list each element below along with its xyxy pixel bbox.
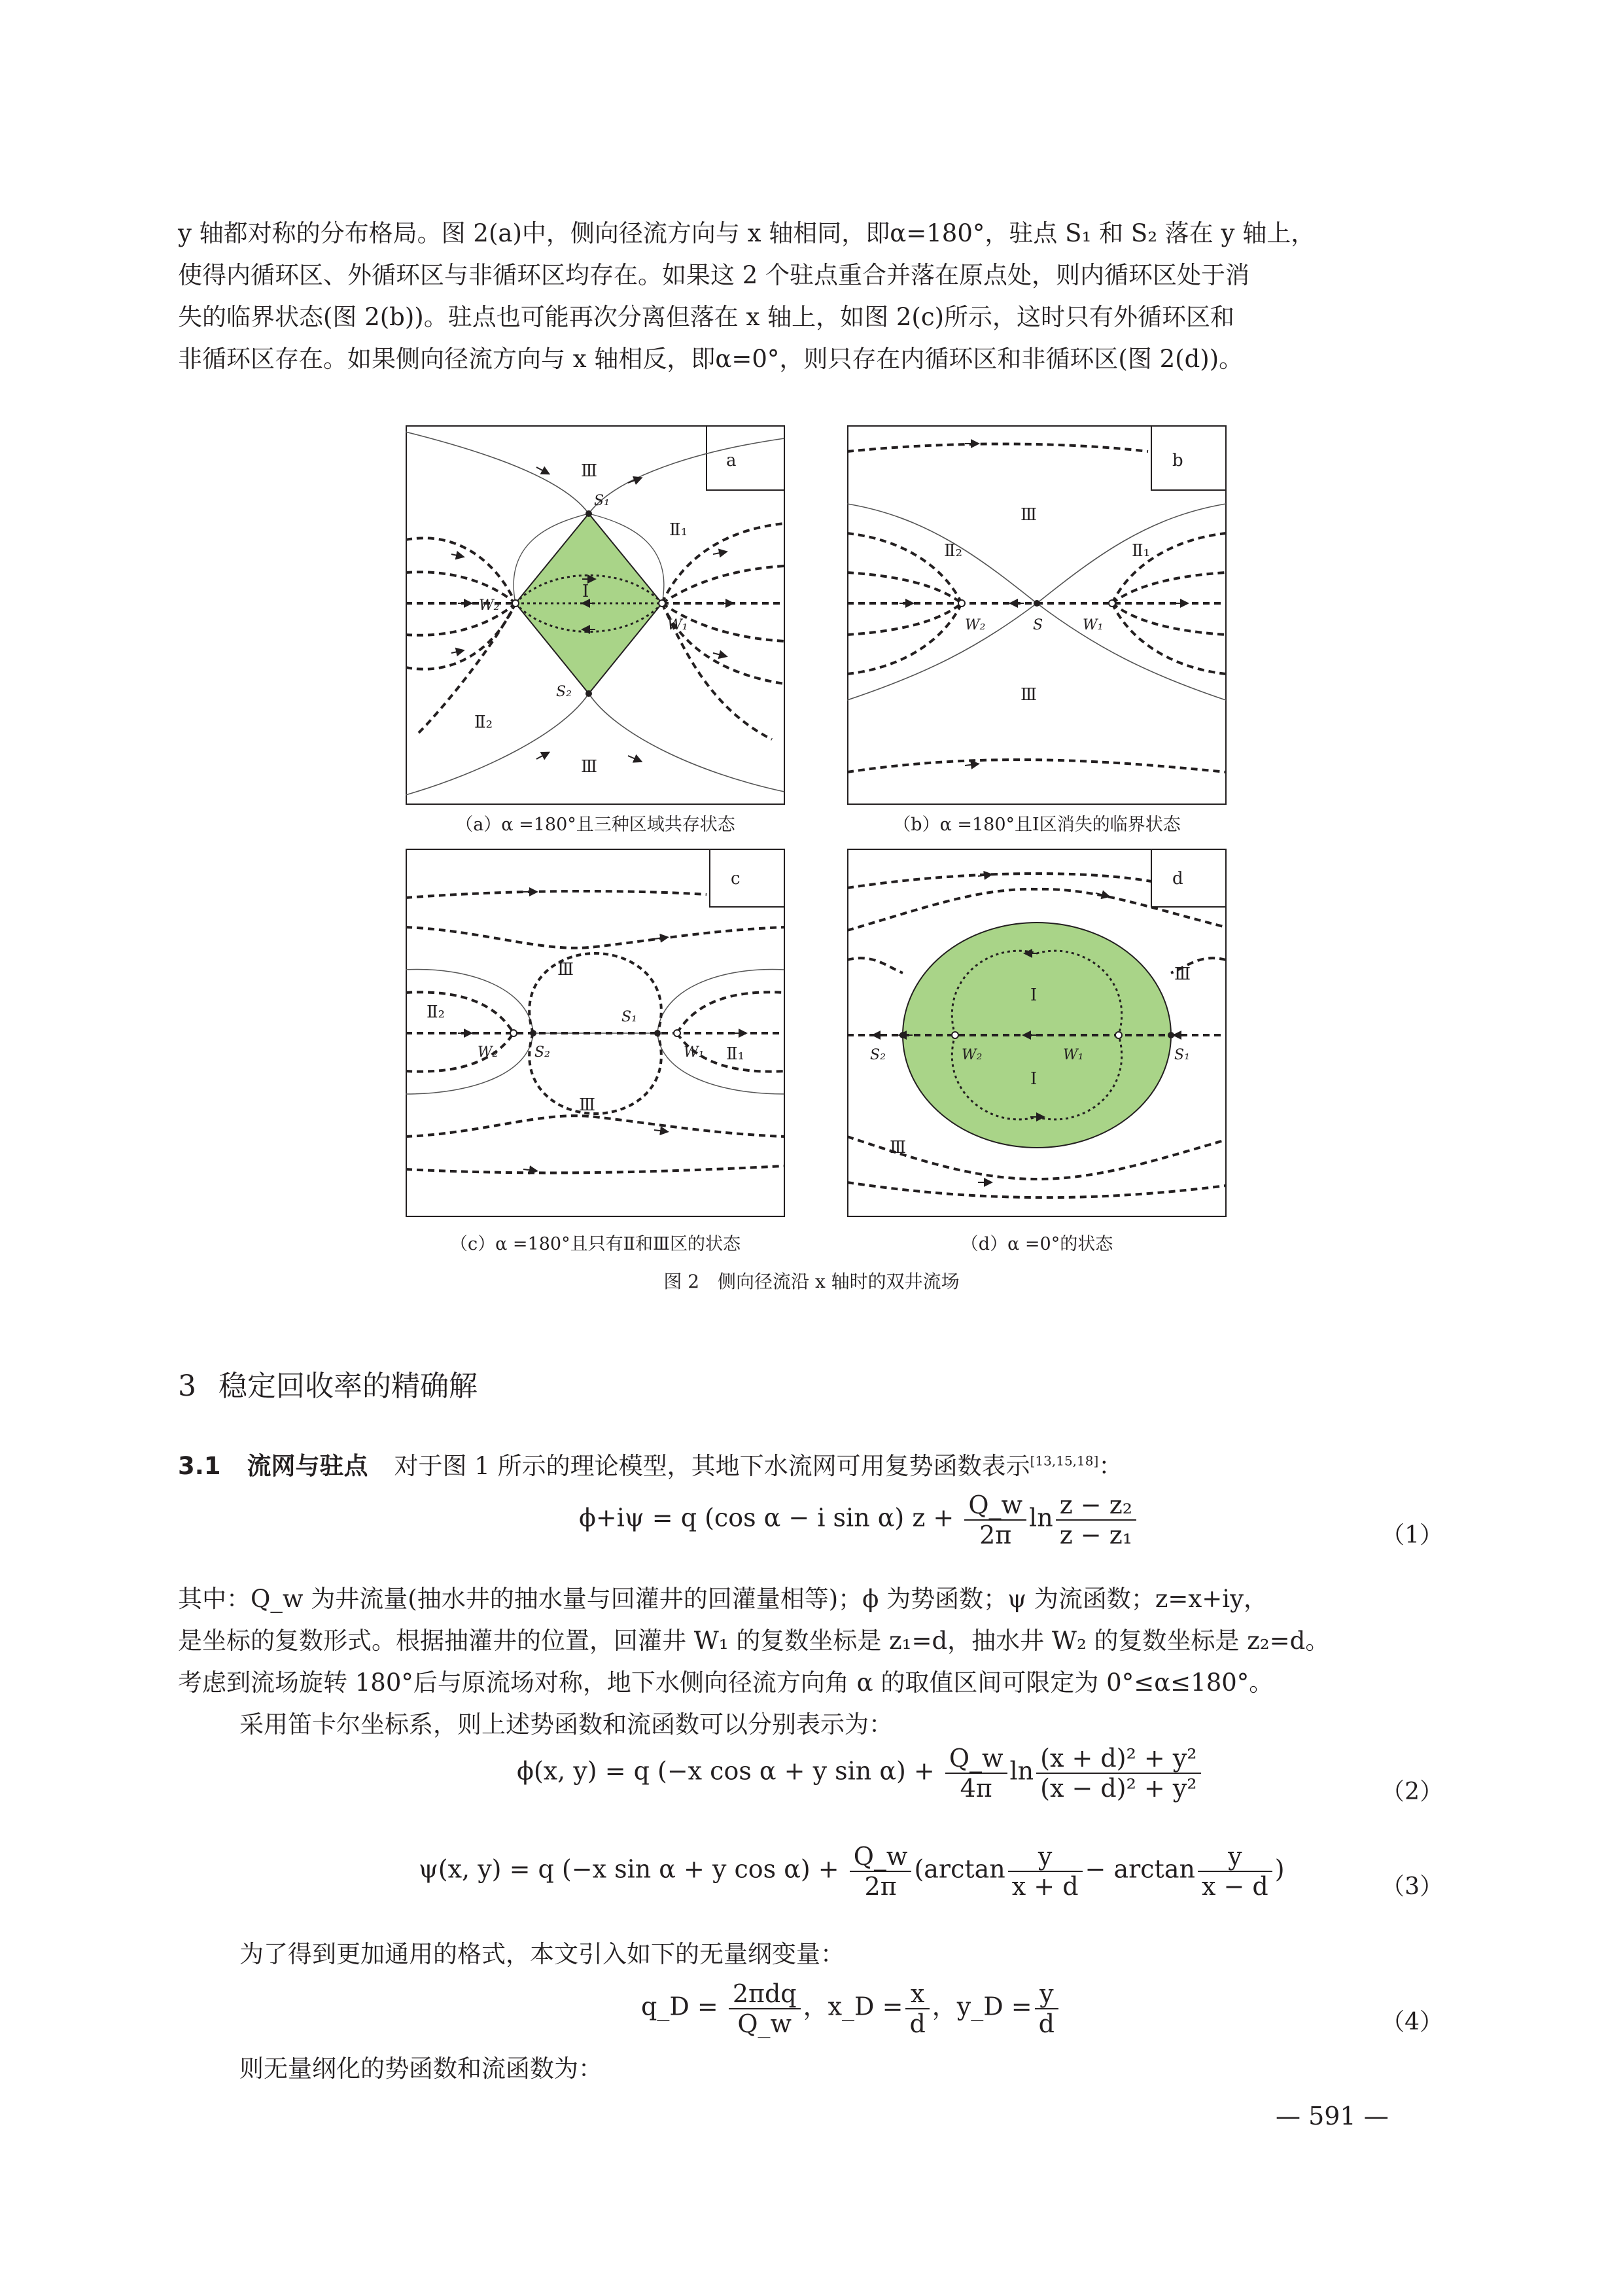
zone-label: Ⅲ: [890, 1138, 907, 1157]
fraction: [729, 1979, 801, 2038]
denominator: d: [909, 2009, 926, 2038]
denominator: 2π: [864, 1872, 897, 1901]
subsection-number: 3.1: [178, 1452, 221, 1480]
denominator: 4π: [960, 1774, 992, 1803]
subsection-title: 流网与驻点: [247, 1452, 368, 1480]
panel-tag: d: [1172, 869, 1183, 889]
denominator: 2π: [979, 1521, 1012, 1549]
fraction: [964, 1491, 1026, 1549]
denominator: x + d: [1011, 1872, 1079, 1901]
eq-lhs: ψ(x, y) = q (−x sin α + y cos α) +: [419, 1854, 839, 1884]
flow-field-a: [406, 425, 785, 805]
fraction: [905, 1979, 929, 2038]
text-line: 采用笛卡尔坐标系，则上述势函数和流函数可以分别表示为：: [239, 1710, 893, 1739]
paragraph-4: 为了得到更加通用的格式，本文引入如下的无量纲变量：: [239, 1940, 845, 1968]
zone-label: Ⅲ: [1021, 685, 1038, 705]
eq-text: ，x_D =: [803, 1992, 903, 2021]
panel-caption-c: （c）α =180°且只有Ⅱ和Ⅲ区的状态: [450, 1234, 741, 1254]
zone-label: Ⅲ: [557, 960, 574, 980]
equation-2: [517, 1744, 1204, 1803]
fraction: [1198, 1842, 1272, 1901]
numerator: y: [1035, 1979, 1058, 2009]
point-label: S₁: [621, 1009, 637, 1025]
subsection-paragraph: [178, 1446, 1123, 1481]
zone-label: Ⅱ₂: [474, 713, 493, 732]
numerator: x: [905, 1979, 929, 2009]
figure-title: 图 2 侧向径流沿 x 轴时的双井流场: [663, 1271, 960, 1292]
zone-label: Ⅲ: [579, 1095, 596, 1115]
zone-label: Ⅲ: [581, 461, 598, 481]
numerator: (x + d)² + y²: [1036, 1744, 1200, 1774]
fraction: [850, 1842, 912, 1901]
zone-label: Ⅲ: [1174, 964, 1191, 984]
section-heading: [178, 1362, 500, 1404]
equation-number: （4）: [1381, 2009, 1443, 2036]
figure-panel-d: [847, 849, 1227, 1217]
page-number: — 591 —: [1276, 2102, 1389, 2130]
fraction: [945, 1744, 1007, 1803]
numerator: y: [1008, 1842, 1083, 1872]
fraction: [1035, 1979, 1058, 2038]
zone-label: Ⅰ: [582, 582, 589, 601]
denominator: d: [1038, 2009, 1055, 2038]
log: ln: [1009, 1756, 1034, 1786]
point-label: S: [1033, 617, 1043, 633]
panel-caption-a: （a）α =180°且三种区域共存状态: [455, 815, 735, 835]
text-line: 非循环区存在。如果侧向径流方向与 x 轴相反，即α=0°，则只存在内循环区和非循环区(图 2(d))。: [178, 345, 1244, 373]
text-line: 失的临界状态(图 2(b))。驻点也可能再次分离但落在 x 轴上，如图 2(c)所示，这时只有外循环区和: [178, 303, 1235, 331]
zone-label: Ⅰ: [1030, 1069, 1038, 1089]
denominator: Q_w: [737, 2009, 792, 2038]
panel-caption-d: （d）α =0°的状态: [960, 1234, 1113, 1254]
point-label: W₂: [478, 1044, 498, 1061]
subsection-text: 对于图 1 所示的理论模型，其地下水流网可用复势函数表示: [394, 1452, 1030, 1480]
equation-number: （2）: [1381, 1778, 1443, 1805]
paragraph-2: [178, 1578, 1447, 1746]
fraction: [1008, 1842, 1083, 1901]
citation: [13,15,18]: [1030, 1453, 1099, 1469]
panel-tag: b: [1172, 451, 1183, 470]
fraction: [1056, 1491, 1136, 1549]
zone-label: Ⅱ₁: [669, 520, 688, 540]
text-line: 是坐标的复数形式。根据抽灌井的位置，回灌井 W₁ 的复数坐标是 z₁=d，抽水井 W₂ 的复数坐标是 z₂=d。: [178, 1627, 1330, 1655]
text-line: 使得内循环区、外循环区与非循环区均存在。如果这 2 个驻点重合并落在原点处，则内循环区处于消: [178, 261, 1250, 289]
numerator: Q_w: [850, 1842, 912, 1872]
point-label: S₂: [556, 684, 572, 700]
equation-1: [579, 1491, 1139, 1549]
point-label: W₁: [667, 617, 688, 633]
figure-panel-c: [406, 849, 785, 1217]
point-label: W₂: [479, 597, 500, 614]
zone-label: Ⅱ₂: [427, 1002, 445, 1022]
zone-label: Ⅰ: [1030, 985, 1038, 1005]
eq-text: (arctan: [914, 1854, 1005, 1884]
flow-field-b: [847, 425, 1227, 805]
figure-panel-a: [406, 425, 785, 805]
flow-field-d: [847, 849, 1227, 1217]
panel-tag: a: [726, 451, 737, 470]
fraction: [1036, 1744, 1200, 1803]
numerator: Q_w: [945, 1744, 1007, 1774]
panel-caption-b: （b）α =180°且Ⅰ区消失的临界状态: [893, 815, 1181, 835]
denominator: z − z₁: [1059, 1521, 1132, 1549]
denominator: x − d: [1201, 1872, 1268, 1901]
eq-text: q_D =: [641, 1992, 718, 2021]
point-label: S₂: [534, 1044, 550, 1061]
eq-text: ，y_D =: [932, 1992, 1032, 2021]
text-line: 其中：Q_w 为井流量(抽水井的抽水量与回灌井的回灌量相等)；ϕ 为势函数；ψ 为流函数；z=x+iy，: [178, 1585, 1268, 1613]
zone-label: Ⅱ₁: [1132, 541, 1151, 561]
text-line: 考虑到流场旋转 180°后与原流场对称，地下水侧向径流方向角 α 的取值区间可限定为 0°≤α≤180°。: [178, 1669, 1274, 1697]
equation-4: [641, 1979, 1061, 2038]
tag-box: [707, 426, 784, 490]
zone-label: Ⅱ₁: [726, 1044, 745, 1064]
punctuation: ：: [1098, 1452, 1123, 1480]
point-label: S₂: [870, 1047, 886, 1063]
point-label: W₂: [962, 1047, 983, 1063]
zone-label: Ⅲ: [581, 757, 598, 777]
denominator: (x − d)² + y²: [1040, 1774, 1197, 1803]
figure-panel-b: [847, 425, 1227, 805]
point-label: W₁: [684, 1044, 705, 1061]
section-number: 3: [178, 1369, 196, 1403]
eq-text: − arctan: [1085, 1854, 1195, 1884]
eq-text: ): [1274, 1854, 1285, 1884]
eq-lhs: ϕ+iψ = q (cos α − i sin α) z +: [579, 1503, 954, 1532]
point-label: W₁: [1063, 1047, 1084, 1063]
eq-lhs: ϕ(x, y) = q (−x cos α + y sin α) +: [517, 1756, 935, 1786]
point-label: W₂: [965, 617, 986, 633]
section-title: 稳定回收率的精确解: [218, 1369, 478, 1403]
numerator: z − z₂: [1056, 1491, 1136, 1521]
point-label: S₁: [594, 493, 610, 509]
point-label: W₁: [1083, 617, 1104, 633]
numerator: 2πdq: [729, 1979, 801, 2009]
numerator: y: [1198, 1842, 1272, 1872]
equation-number: （1）: [1381, 1522, 1443, 1549]
log: ln: [1029, 1503, 1053, 1532]
equation-number: （3）: [1381, 1873, 1443, 1900]
zone-label: Ⅲ: [1021, 505, 1038, 525]
point-label: S₁: [1174, 1047, 1190, 1063]
zone-label: Ⅱ₂: [944, 541, 963, 561]
text-line: y 轴都对称的分布格局。图 2(a)中，侧向径流方向与 x 轴相同，即α=180°，驻点 S₁ 和 S₂ 落在 y 轴上，: [178, 219, 1316, 247]
numerator: Q_w: [964, 1491, 1026, 1521]
flow-field-c: [406, 849, 785, 1217]
paragraph-5: 则无量纲化的势函数和流函数为：: [239, 2055, 602, 2083]
equation-3: [419, 1842, 1285, 1901]
intro-paragraph: [178, 213, 1447, 380]
panel-tag: c: [731, 869, 741, 889]
